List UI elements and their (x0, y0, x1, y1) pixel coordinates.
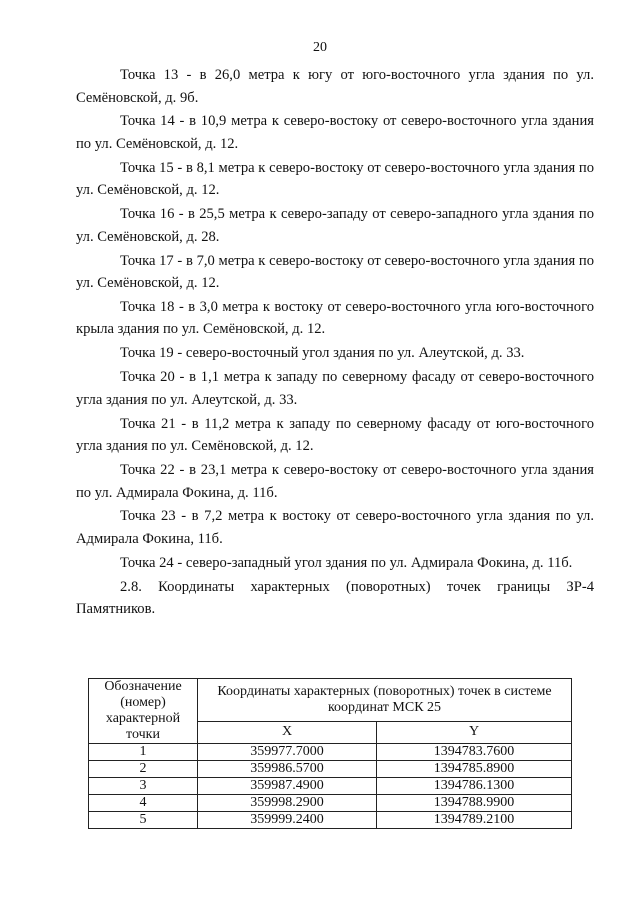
y-header: Y (377, 721, 572, 743)
x-cell: 359987.4900 (198, 778, 377, 795)
point-number-cell: 4 (89, 795, 198, 812)
x-cell: 359999.2400 (198, 812, 377, 829)
x-cell: 359977.7000 (198, 744, 377, 761)
coordinates-table (88, 678, 572, 829)
page-number: 20 (313, 40, 327, 55)
table-row (89, 761, 572, 778)
paragraph-point-18: Точка 18 - в 3,0 метра к востоку от северо-восточного угла юго-восточного крыла здания по ул. Семёновской, д. 12. (76, 298, 594, 338)
paragraph-point-24: Точка 24 - северо-западный угол здания по ул. Адмирала Фокина, д. 11б. (120, 554, 573, 571)
x-header: X (198, 721, 377, 743)
paragraph-point-19: Точка 19 - северо-восточный угол здания по ул. Алеутской, д. 33. (120, 345, 525, 362)
y-cell: 1394783.7600 (377, 744, 572, 761)
y-cell: 1394789.2100 (377, 812, 572, 829)
table-row (89, 812, 572, 829)
point-number-header: Обозначение (номер) характерной точки (89, 679, 198, 744)
table-row (89, 744, 572, 761)
table-row (89, 778, 572, 795)
paragraph-point-21: Точка 21 - в 11,2 метра к западу по северному фасаду от юго-восточного угла здания по ул. Семёновской, д. 12. (76, 415, 594, 455)
paragraph-point-16: Точка 16 - в 25,5 метра к северо-западу от северо-западного угла здания по ул. Семёновской, д. 28. (76, 206, 594, 245)
paragraph-point-17: Точка 17 - в 7,0 метра к северо-востоку от северо-восточного угла здания по ул. Семёновской, д. 12. (76, 252, 594, 292)
paragraph-point-22: Точка 22 - в 23,1 метра к северо-востоку от северо-восточного угла здания по ул. Адмирала Фокина, д. 11б. (76, 462, 594, 501)
paragraph-point-13: Точка 13 - в 26,0 метра к югу от юго-восточного угла здания по ул. Семёновской, д. 9б. (76, 67, 594, 106)
point-number-cell: 2 (89, 761, 198, 778)
x-cell: 359986.5700 (198, 761, 377, 778)
point-number-cell: 5 (89, 812, 198, 829)
table-row (89, 795, 572, 812)
point-number-cell: 1 (89, 744, 198, 761)
y-cell: 1394788.9900 (377, 795, 572, 812)
x-cell: 359998.2900 (198, 795, 377, 812)
paragraph-point-14: Точка 14 - в 10,9 метра к северо-востоку от северо-восточного угла здания по ул. Семёновской, д. 12. (76, 113, 594, 152)
point-number-cell: 3 (89, 778, 198, 795)
paragraph-point-20: Точка 20 - в 1,1 метра к западу по северному фасаду от северо-восточного угла здания по ул. Алеутской, д. 33. (76, 369, 594, 408)
paragraph-point-15: Точка 15 - в 8,1 метра к северо-востоку от северо-восточного угла здания по ул. Семёновской, д. 12. (76, 159, 594, 199)
coordinates-header: Координаты характерных (поворотных) точек в системе координат МСК 25 (198, 679, 572, 722)
section-heading-2-8: 2.8. Координаты характерных (поворотных) точек границы ЗР-4 Памятников. (76, 578, 594, 618)
y-cell: 1394786.1300 (377, 778, 572, 795)
document-body (76, 64, 594, 622)
paragraph-point-23: Точка 23 - в 7,2 метра к востоку от северо-восточного угла здания по ул. Адмирала Фокина, 11б. (76, 508, 594, 547)
y-cell: 1394785.8900 (377, 761, 572, 778)
